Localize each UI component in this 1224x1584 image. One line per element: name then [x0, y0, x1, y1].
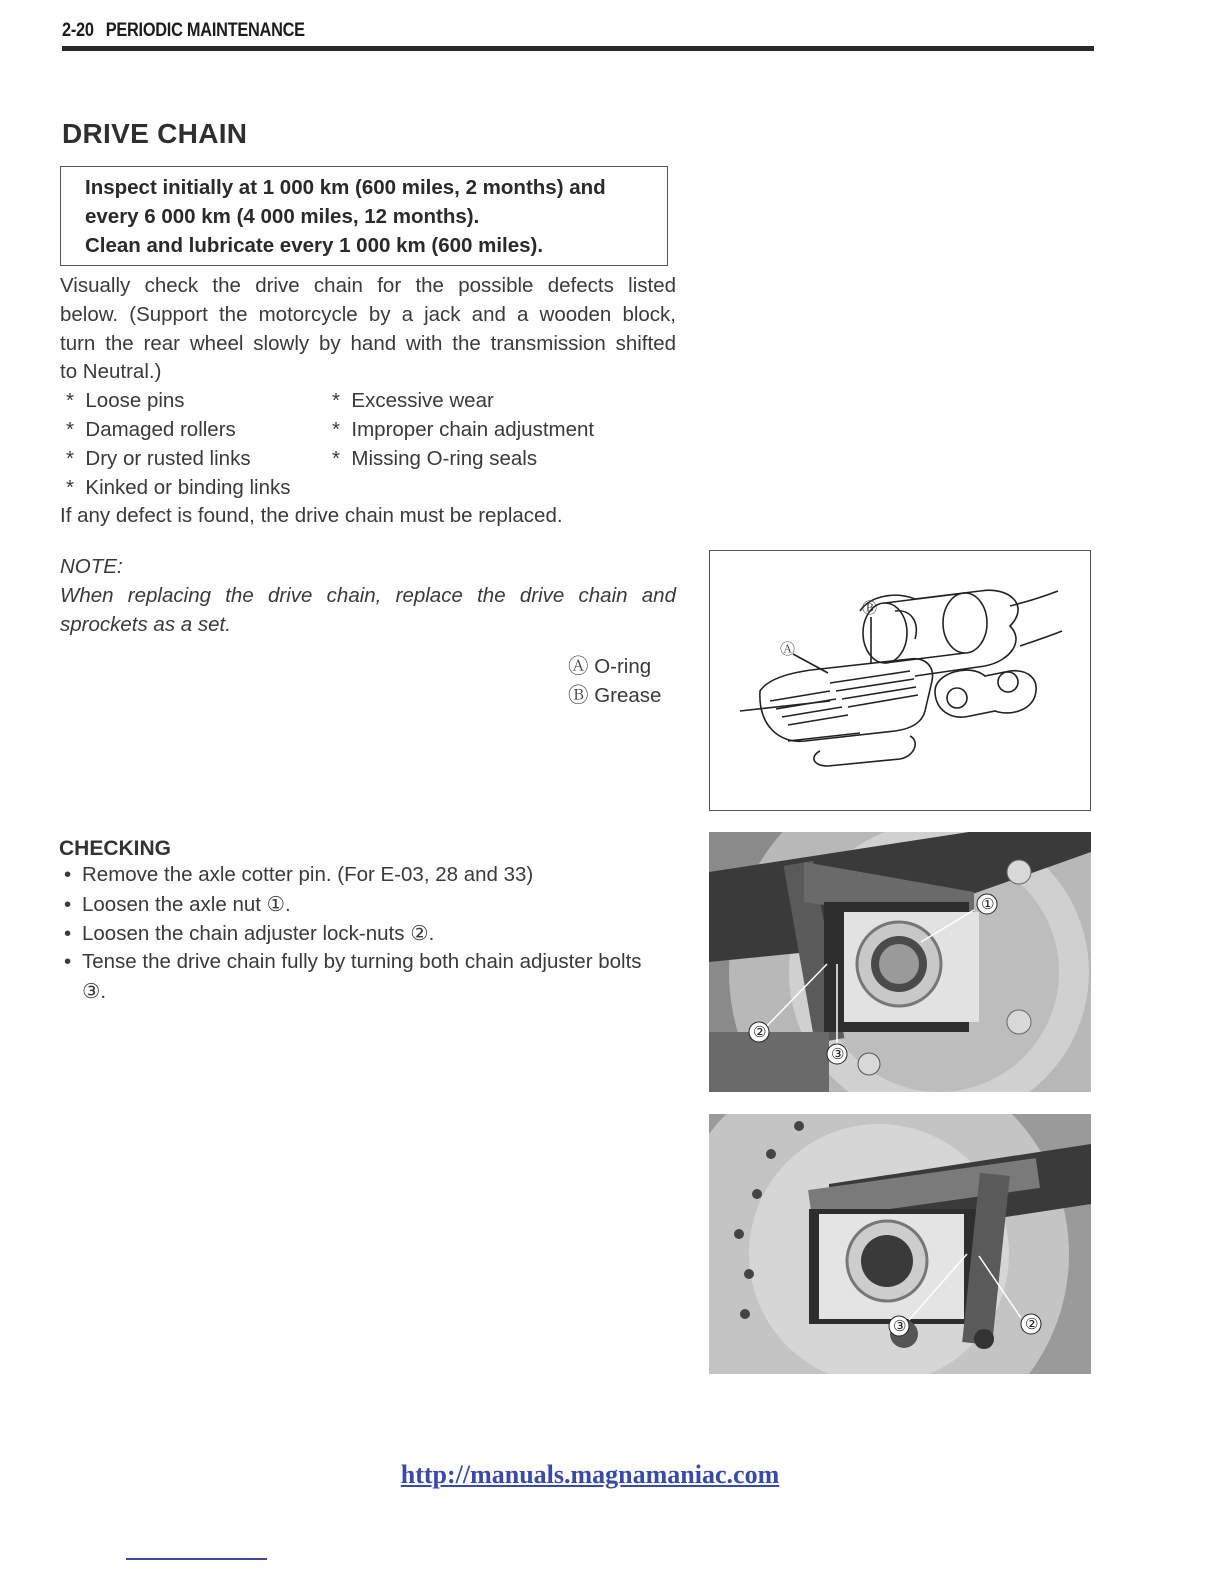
- axle-photo-left: [709, 1114, 1091, 1374]
- note-body: [60, 581, 676, 639]
- checking-step-continuation: ③.: [82, 980, 107, 1003]
- interval-line: Clean and lubricate every 1 000 km (600 miles).: [85, 234, 544, 257]
- callout-adjuster-bolt: ③: [831, 1045, 845, 1063]
- chain-diagram: [709, 550, 1091, 811]
- checking-step: • Remove the axle cotter pin. (For E-03, 28 and 33): [64, 863, 534, 886]
- section-title: PERIODIC MAINTENANCE: [105, 20, 305, 41]
- checking-step: • Loosen the axle nut ①.: [64, 893, 291, 916]
- axle-photo-right: [709, 832, 1091, 1092]
- defect-item: * Improper chain adjustment: [332, 418, 595, 441]
- page-header: [62, 20, 305, 42]
- intro-line: Visually check the drive chain for the possible defects listed: [60, 274, 676, 297]
- axle-photo-drawing: [709, 832, 1091, 1092]
- footer-link[interactable]: http://manuals.magnamaniac.com: [400, 1460, 780, 1489]
- intro-paragraph: [60, 272, 676, 387]
- interval-box: [60, 166, 668, 266]
- checking-step: • Tense the drive chain fully by turning both chain adjuster bolts: [64, 950, 642, 973]
- checking-step: • Loosen the chain adjuster lock-nuts ②.: [64, 922, 435, 945]
- defect-item: * Missing O-ring seals: [332, 447, 538, 470]
- callout-adjuster-bolt: ③: [893, 1317, 907, 1335]
- legend-item-o-ring: Ⓐ O-ring: [568, 655, 652, 678]
- defect-item: * Kinked or binding links: [66, 476, 291, 499]
- replace-statement: If any defect is found, the drive chain must be replaced.: [60, 504, 563, 527]
- checking-heading: CHECKING: [59, 837, 172, 860]
- interval-line: Inspect initially at 1 000 km (600 miles, 2 months) and: [85, 176, 606, 199]
- header-rule: [62, 46, 1094, 51]
- note-line: sprockets as a set.: [60, 613, 231, 636]
- intro-line: below. (Support the motorcycle by a jack and a wooden block,: [60, 302, 676, 326]
- axle-photo-drawing: [709, 1114, 1091, 1374]
- note-heading: NOTE:: [60, 555, 123, 578]
- chain-drawing: [710, 551, 1090, 810]
- defect-item: * Loose pins: [66, 389, 185, 412]
- callout-lock-nut: ②: [1025, 1315, 1039, 1333]
- callout-b: Ⓑ: [862, 599, 878, 617]
- defect-item: * Dry or rusted links: [66, 447, 251, 470]
- page-number: 2-20: [62, 20, 94, 41]
- callout-lock-nut: ②: [753, 1023, 767, 1041]
- note-line: When replacing the drive chain, replace the drive chain and: [60, 584, 676, 607]
- page-title: DRIVE CHAIN: [62, 118, 248, 149]
- defect-item: * Excessive wear: [332, 389, 494, 412]
- callout-axle-nut: ①: [981, 895, 995, 913]
- intro-line: turn the rear wheel slowly by hand with the transmission shifted: [60, 331, 676, 355]
- callout-a: Ⓐ: [780, 640, 796, 658]
- footer-rule: [126, 1558, 267, 1560]
- defect-item: * Damaged rollers: [66, 418, 236, 441]
- interval-line: every 6 000 km (4 000 miles, 12 months).: [85, 205, 480, 228]
- legend-item-grease: Ⓑ Grease: [568, 684, 662, 707]
- intro-line: to Neutral.): [60, 360, 162, 384]
